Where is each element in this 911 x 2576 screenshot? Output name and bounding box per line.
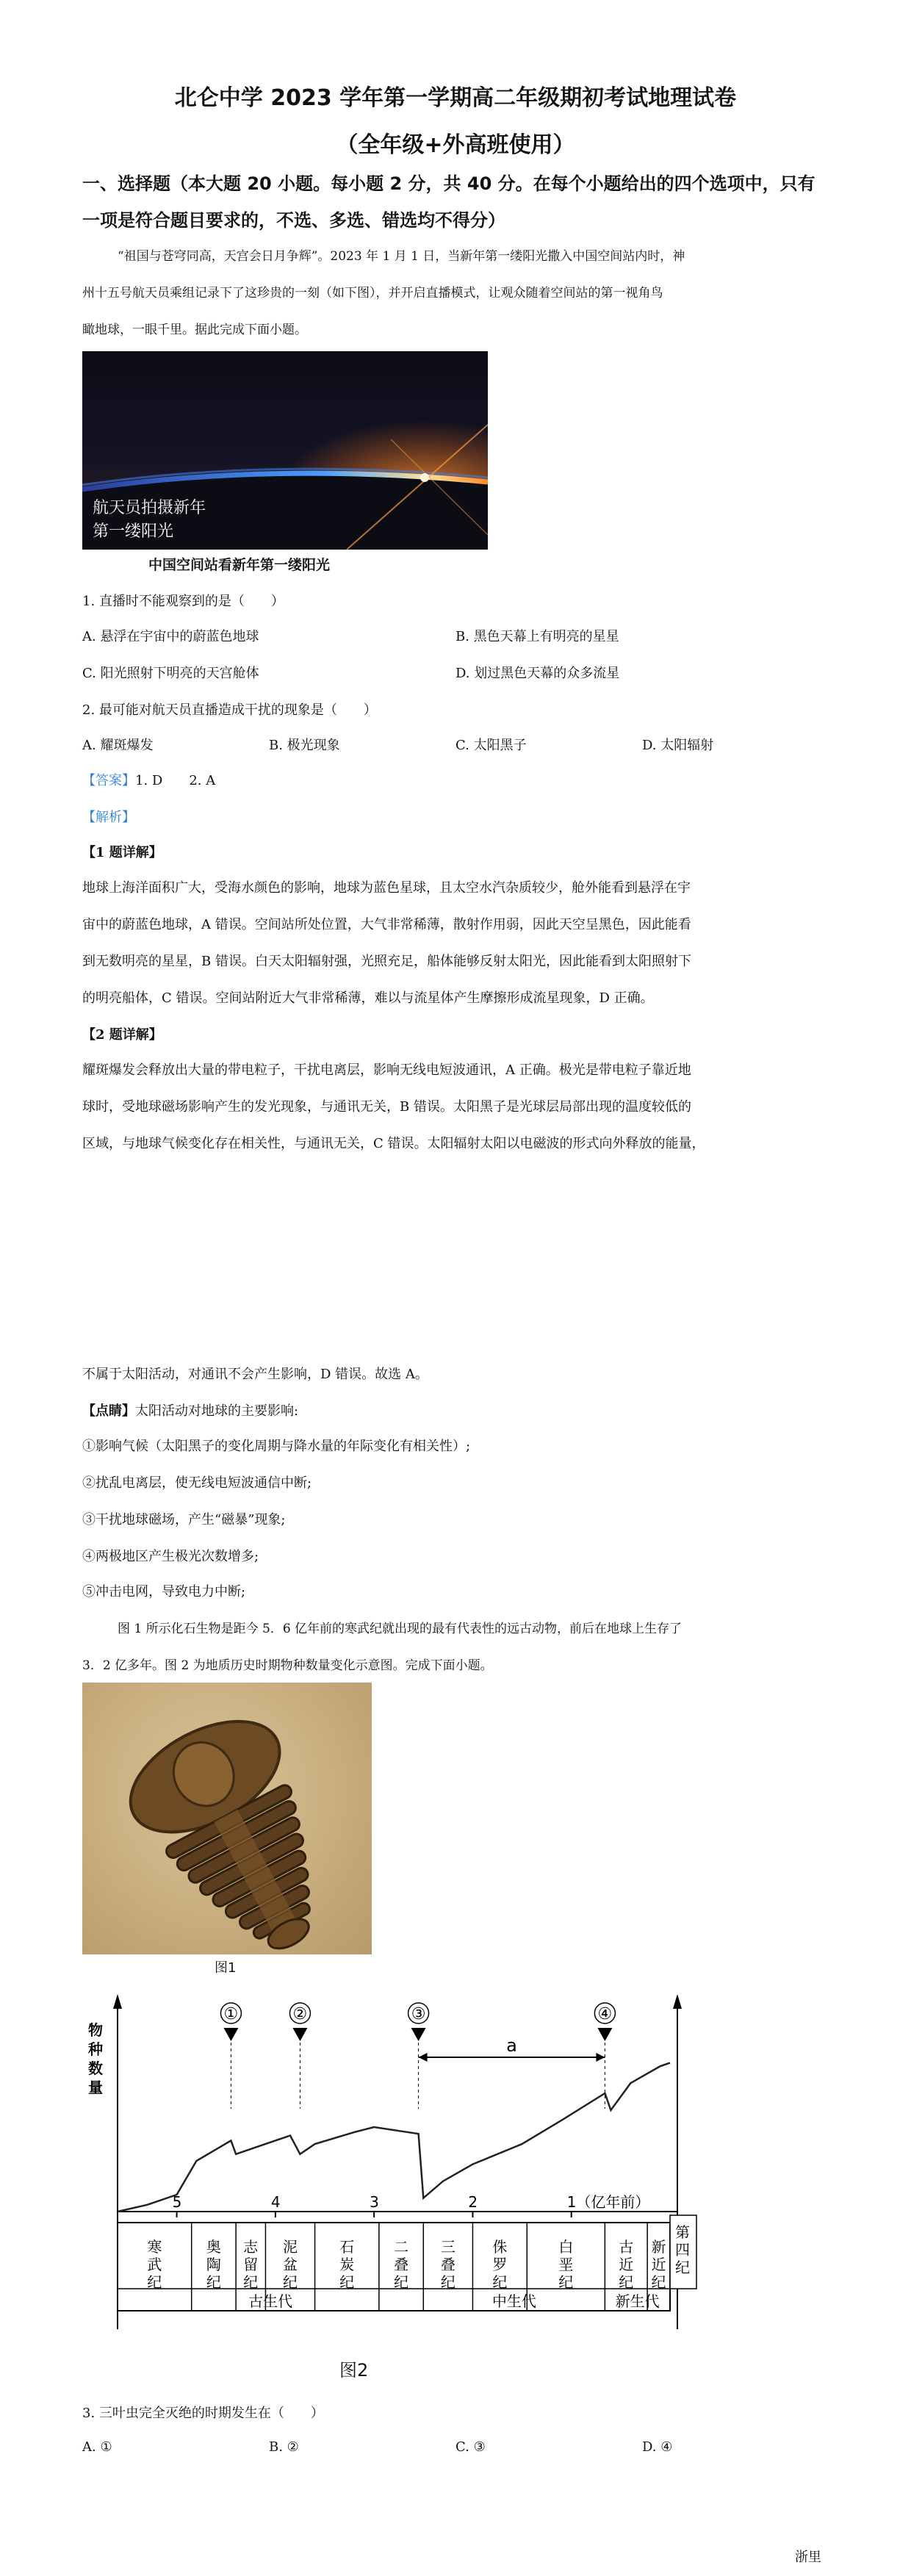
q3-option-d[interactable]: D. ④ xyxy=(642,2439,673,2455)
passage2-line1: 图 1 所示化石生物是距今 5．6 亿年前的寒武纪就出现的最有代表性的远古动物，前后在地球上生存了 xyxy=(118,1622,683,1636)
page-title: 北仑中学 2023 学年第一学期高二年级期初考试地理试卷 xyxy=(174,85,737,111)
detail2-line2: 球时，受地球磁场影响产生的发光现象，与通讯无关，B 错误。太阳黑子是光球层局部出现的温度较低的 xyxy=(82,1099,691,1115)
tips-item3: ③干扰地球磁场，产生“磁暴”现象; xyxy=(82,1512,286,1528)
species-curve xyxy=(118,2063,670,2212)
y-axis-label-char: 数 xyxy=(88,2059,103,2077)
period-label: 三叠纪 xyxy=(440,2238,455,2291)
page-subtitle: （全年级+外高班使用） xyxy=(336,132,575,158)
detail2-heading: 【2 题详解】 xyxy=(82,1027,162,1043)
tips-item2: ②扰乱电离层，使无线电短波通信中断; xyxy=(82,1475,312,1491)
q2-stem: 2. 最可能对航天员直播造成干扰的现象是（ ） xyxy=(82,702,377,718)
x-axis-label: （亿年前） xyxy=(576,2193,650,2211)
photo-caption xyxy=(93,497,206,544)
detail1-line3: 到无数明亮的星星，B 错误。白天太阳辐射强，光照充足，船体能够反射太阳光，因此能看到太阳照射下 xyxy=(82,954,691,969)
x-tick-label: 2 xyxy=(468,2193,478,2211)
x-tick-label: 5 xyxy=(172,2193,182,2211)
period-label: 新近纪 xyxy=(651,2238,666,2291)
trilobite-fossil-image xyxy=(82,1683,372,1954)
q2-option-b[interactable]: B. 极光现象 xyxy=(269,738,340,753)
fig2-label: 图2 xyxy=(339,2360,369,2381)
footer-text: 浙里 xyxy=(795,2550,821,2565)
trilobite-illustration xyxy=(82,1683,372,1954)
era-label: 古生代 xyxy=(248,2292,293,2310)
detail1-line2: 宙中的蔚蓝色地球，A 错误。空间站所处位置，大气非常稀薄，散射作用弱，因此天空呈黑色，因此能看 xyxy=(82,917,691,932)
era-label: 中生代 xyxy=(491,2292,536,2310)
event-marker-arrow xyxy=(411,2028,426,2041)
space-station-photo xyxy=(82,351,488,550)
event-marker-label: ③ xyxy=(411,2005,426,2023)
photo-caption-line1: 航天员拍摄新年 xyxy=(93,499,206,517)
period-label: 第四纪 xyxy=(675,2223,690,2276)
tips-line xyxy=(82,1400,298,1420)
species-count-chart xyxy=(82,1984,707,2373)
section-heading-line1: 一、选择题（本大题 20 小题。每小题 2 分，共 40 分。在每个小题给出的四个选项中，只有 xyxy=(82,173,815,194)
q2-option-a[interactable]: A. 耀斑爆发 xyxy=(82,738,154,753)
period-label: 奥陶纪 xyxy=(206,2238,221,2291)
figure-caption: 中国空间站看新年第一缕阳光 xyxy=(148,557,331,573)
y-axis-arrow xyxy=(113,1994,122,2009)
period-label: 泥盆纪 xyxy=(283,2238,298,2291)
analysis-label: 【解析】 xyxy=(82,810,135,825)
event-marker-label: ① xyxy=(223,2005,239,2023)
answer-line xyxy=(82,770,215,789)
photo-caption-line2: 第一缕阳光 xyxy=(93,522,174,541)
q3-option-c[interactable]: C. ③ xyxy=(455,2439,486,2455)
event-marker-label: ④ xyxy=(597,2005,613,2023)
right-axis-arrow xyxy=(673,1994,682,2009)
q3-option-a[interactable]: A. ① xyxy=(82,2439,112,2455)
tips-item4: ④两极地区产生极光次数增多; xyxy=(82,1549,259,1564)
era-label: 新生代 xyxy=(615,2292,660,2310)
tips-text: 太阳活动对地球的主要影响: xyxy=(135,1403,299,1419)
passage1-line2: 州十五号航天员乘组记录下了这珍贵的一刻（如下图），并开启直播模式，让观众随着空间站的第一视角鸟 xyxy=(82,286,663,301)
event-marker-arrow xyxy=(597,2028,612,2041)
y-axis-label-char: 量 xyxy=(88,2079,103,2096)
interval-a-label: a xyxy=(506,2035,517,2056)
x-tick-label: 4 xyxy=(270,2193,281,2211)
section-heading-line2: 一项是符合题目要求的，不选、多选、错选均不得分） xyxy=(82,210,505,231)
detail2-line3: 区域，与地球气候变化存在相关性，与通讯无关，C 错误。太阳辐射太阳以电磁波的形式向外释放的能量， xyxy=(82,1136,705,1151)
detail1-heading: 【1 题详解】 xyxy=(82,845,162,860)
period-label: 侏罗纪 xyxy=(492,2238,508,2291)
period-label: 二叠纪 xyxy=(394,2238,409,2291)
answer-label: 【答案】 xyxy=(82,773,135,788)
q3-stem: 3. 三叶虫完全灭绝的时期发生在（ ） xyxy=(82,2406,324,2421)
q2-option-c[interactable]: C. 太阳黑子 xyxy=(455,738,527,753)
period-label: 志留纪 xyxy=(243,2238,259,2291)
q1-option-b[interactable]: B. 黑色天幕上有明亮的星星 xyxy=(455,629,619,644)
period-label: 石炭纪 xyxy=(339,2238,355,2291)
q1-option-c[interactable]: C. 阳光照射下明亮的天宫舱体 xyxy=(82,666,259,681)
passage1-line3: 瞰地球，一眼千里。据此完成下面小题。 xyxy=(82,323,307,337)
period-label: 白垩纪 xyxy=(558,2238,574,2291)
detail2-line4: 不属于太阳活动，对通讯不会产生影响，D 错误。故选 A。 xyxy=(82,1367,428,1382)
detail2-line1: 耀斑爆发会释放出大量的带电粒子，干扰电离层，影响无线电短波通讯，A 正确。极光是带电粒子靠近地 xyxy=(82,1062,691,1078)
tips-item5: ⑤冲击电网，导致电力中断; xyxy=(82,1584,246,1600)
answer-text: 1. D 2. A xyxy=(135,773,216,788)
period-label: 寒武纪 xyxy=(147,2238,162,2291)
q1-stem: 1. 直播时不能观察到的是（ ） xyxy=(82,594,284,609)
y-axis-label xyxy=(87,2021,103,2096)
x-tick-label: 3 xyxy=(370,2193,379,2211)
q3-option-b[interactable]: B. ② xyxy=(269,2439,299,2455)
detail1-line1: 地球上海洋面积广大，受海水颜色的影响，地球为蓝色星球，且太空水汽杂质较少，舱外能看到悬浮在宇 xyxy=(82,880,691,896)
tips-label: 【点睛】 xyxy=(82,1403,135,1419)
event-marker-arrow xyxy=(223,2028,238,2041)
q2-option-d[interactable]: D. 太阳辐射 xyxy=(642,738,714,753)
passage1-line1: “祖国与苍穹同高，天宫会日月争辉”。2023 年 1 月 1 日，当新年第一缕阳光撒入中国空间站内时，神 xyxy=(118,249,685,264)
event-marker-label: ② xyxy=(292,2005,308,2023)
passage2-line2: 3．2 亿多年。图 2 为地质历史时期物种数量变化示意图。完成下面小题。 xyxy=(82,1658,493,1673)
q1-option-a[interactable]: A. 悬浮在宇宙中的蔚蓝色地球 xyxy=(82,629,259,644)
event-marker-arrow xyxy=(292,2028,307,2041)
detail1-line4: 的明亮船体，C 错误。空间站附近大气非常稀薄，难以与流星体产生摩擦形成流星现象，D 正确。 xyxy=(82,990,654,1006)
fig1-label: 图1 xyxy=(215,1960,237,1976)
tips-item1: ①影响气候（太阳黑子的变化周期与降水量的年际变化有相关性）; xyxy=(82,1439,471,1454)
q1-option-d[interactable]: D. 划过黑色天幕的众多流星 xyxy=(455,666,620,681)
period-label: 古近纪 xyxy=(619,2238,634,2291)
x-tick-label: 1 xyxy=(566,2193,577,2211)
y-axis-label-char: 种 xyxy=(88,2040,103,2058)
y-axis-label-char: 物 xyxy=(88,2021,103,2039)
